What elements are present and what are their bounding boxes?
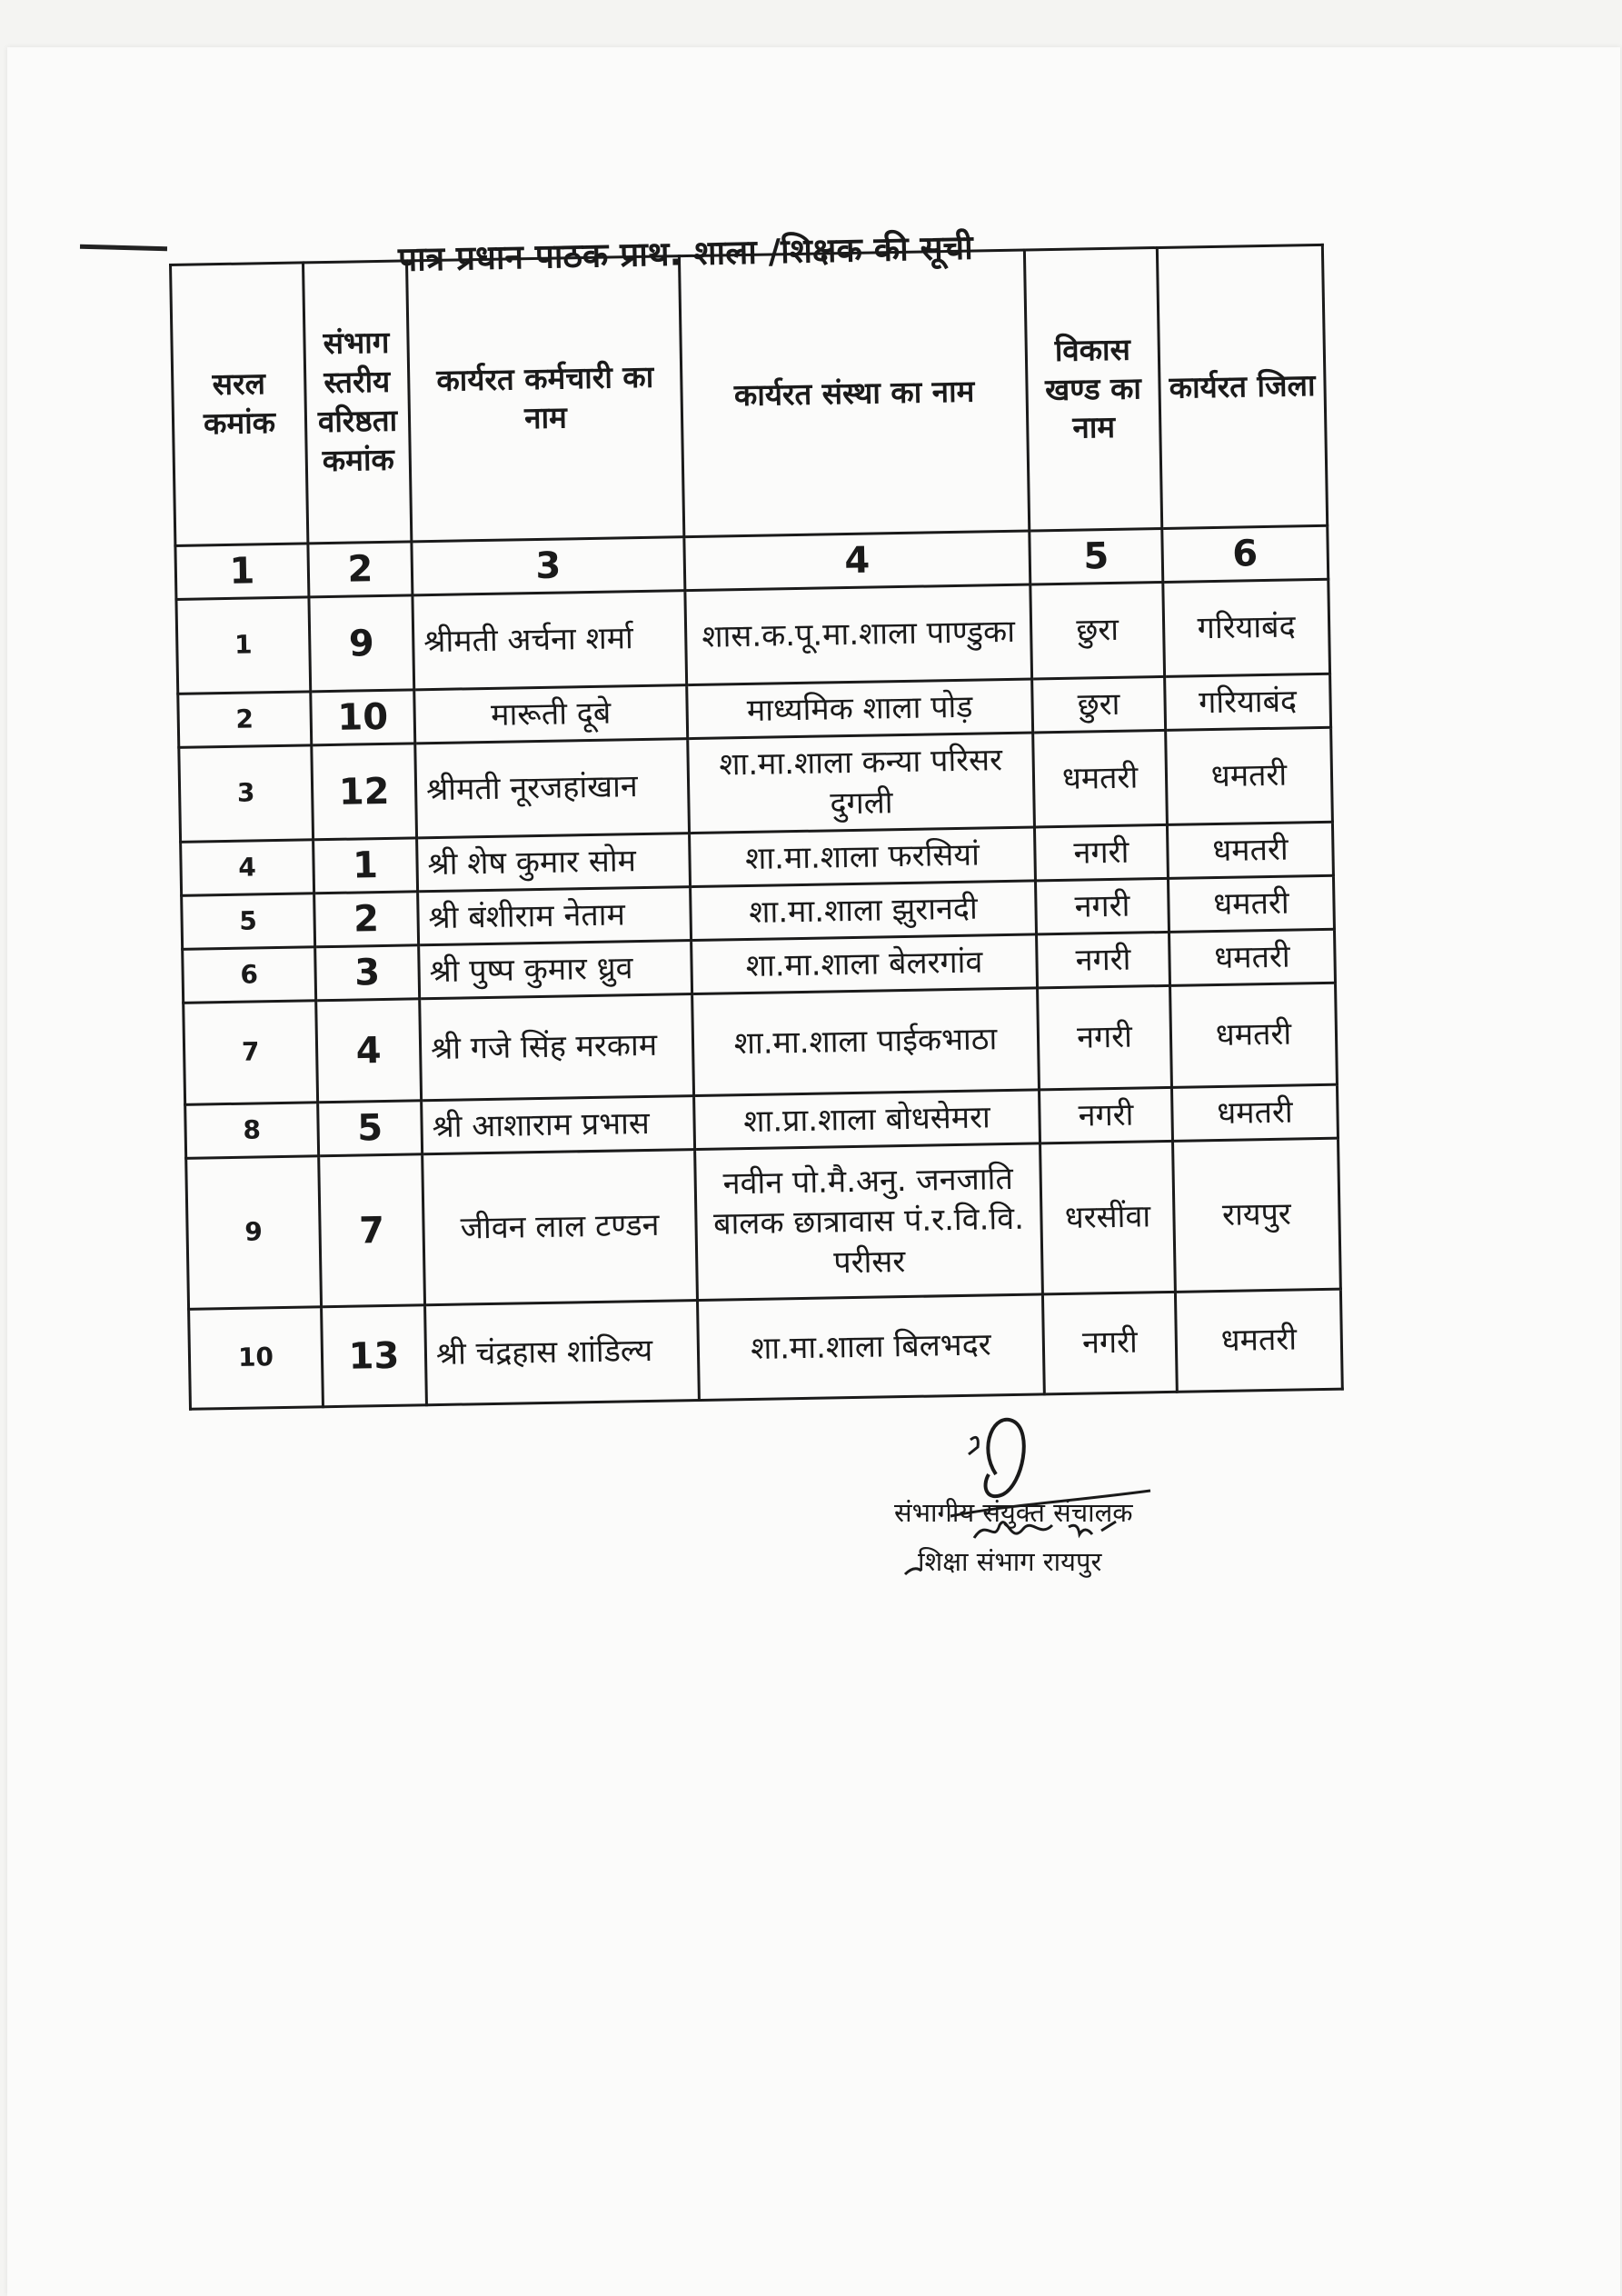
cell-block: नगरी	[1040, 1087, 1173, 1143]
header-district: कार्यरत जिला	[1157, 245, 1327, 528]
cell-seniority: 5	[318, 1101, 423, 1156]
margin-pen-mark	[80, 245, 167, 252]
cell-serial: 9	[186, 1156, 322, 1310]
cell-seniority: 10	[311, 690, 415, 745]
cell-institution: शा.मा.शाला कन्या परिसर दुगली	[688, 733, 1035, 834]
cell-serial: 1	[176, 597, 311, 694]
cell-institution: नवीन पो.मै.अनु. जनजाति बालक छात्रावास पं.र.वि.वि. परीसर	[695, 1143, 1043, 1301]
cell-district: धमतरी	[1168, 875, 1334, 932]
cell-district: धमतरी	[1167, 822, 1333, 878]
cell-district: धमतरी	[1166, 727, 1333, 824]
column-number: 3	[412, 537, 685, 595]
cell-district: गरियाबंद	[1165, 674, 1331, 730]
cell-district: धमतरी	[1169, 929, 1336, 985]
cell-serial: 8	[185, 1103, 319, 1159]
cell-serial: 7	[184, 1001, 318, 1105]
cell-employee-name: श्री आशाराम प्रभास	[422, 1096, 695, 1154]
cell-block: नगरी	[1037, 932, 1170, 988]
table-row	[189, 1289, 1343, 1409]
table-row	[184, 983, 1338, 1104]
document-title: पात्र प्रधान पाठक प्राथ. शाला /शिक्षक की सूची	[397, 227, 974, 279]
cell-employee-name: श्री गजे सिंह मरकाम	[420, 994, 694, 1101]
cell-block: धरसींवा	[1040, 1141, 1176, 1294]
column-number: 1	[175, 544, 309, 600]
header-block: विकास खण्ड का नाम	[1024, 248, 1161, 532]
cell-seniority: 12	[312, 744, 417, 840]
cell-district: धमतरी	[1175, 1289, 1342, 1392]
cell-seniority: 13	[322, 1305, 427, 1407]
signatory-office: शिक्षा संभाग रायपुर	[918, 1546, 1102, 1577]
cell-employee-name: श्री शेष कुमार सोम	[417, 834, 691, 892]
cell-serial: 6	[183, 947, 316, 1003]
cell-district: रायपुर	[1173, 1138, 1341, 1292]
column-number: 4	[684, 531, 1030, 591]
cell-institution: शा.मा.शाला पाईकभाठा	[692, 988, 1040, 1096]
cell-employee-name: श्री बंशीराम नेताम	[418, 887, 692, 945]
column-number: 5	[1030, 528, 1163, 584]
cell-block: नगरी	[1035, 878, 1169, 934]
cell-institution: शा.मा.शाला फरसियां	[690, 827, 1036, 887]
cell-serial: 3	[179, 745, 313, 843]
cell-institution: शा.मा.शाला झुरानदी	[691, 881, 1037, 941]
cell-institution: शा.प्रा.शाला बोधसेमरा	[694, 1090, 1040, 1150]
cell-district: गरियाबंद	[1163, 579, 1330, 676]
column-number: 6	[1162, 525, 1328, 582]
cell-block: नगरी	[1042, 1292, 1177, 1394]
teacher-list-table	[169, 244, 1344, 1411]
cell-employee-name: श्री पुष्प कुमार ध्रुव	[419, 941, 692, 999]
teacher-list-table-wrapper	[169, 244, 1344, 1411]
cell-seniority: 3	[315, 945, 420, 1001]
document-page	[7, 47, 1620, 2296]
column-number: 2	[308, 542, 413, 597]
header-serial: सरल कमांक	[171, 263, 308, 546]
cell-block: धमतरी	[1033, 730, 1168, 827]
cell-block: नगरी	[1034, 824, 1168, 881]
cell-district: धमतरी	[1171, 1084, 1338, 1141]
cell-employee-name: श्री चंद्रहास शांडिल्य	[425, 1301, 700, 1405]
signature-block	[887, 1411, 1232, 1647]
cell-district: धमतरी	[1170, 983, 1338, 1087]
header-employee-name: कार्यरत कर्मचारी का नाम	[406, 256, 683, 542]
cell-employee-name: मारूती दूबे	[414, 685, 688, 744]
cell-seniority: 9	[309, 595, 414, 692]
cell-seniority: 1	[313, 838, 418, 893]
cell-serial: 2	[178, 692, 312, 748]
cell-institution: शा.मा.शाला बिलभदर	[697, 1294, 1044, 1401]
cell-seniority: 4	[316, 999, 422, 1103]
cell-block: नगरी	[1038, 985, 1172, 1090]
cell-block: छुरा	[1030, 582, 1165, 679]
cell-employee-name: श्रीमती अर्चना शर्मा	[413, 591, 687, 690]
cell-serial: 5	[182, 893, 315, 950]
cell-employee-name: जीवन लाल टण्डन	[423, 1150, 698, 1305]
header-institution: कार्यरत संस्था का नाम	[679, 250, 1029, 537]
cell-seniority: 2	[314, 892, 419, 947]
cell-employee-name: श्रीमती नूरजहांखान	[415, 739, 690, 838]
cell-block: छुरा	[1032, 676, 1166, 733]
cell-institution: माध्यमिक शाला पोड़	[687, 679, 1033, 739]
cell-institution: शास.क.पू.मा.शाला पाण्डुका	[685, 584, 1032, 685]
table-row	[186, 1138, 1341, 1309]
header-seniority: संभाग स्तरीय वरिष्ठता कमांक	[304, 261, 412, 544]
cell-seniority: 7	[319, 1154, 425, 1307]
cell-institution: शा.मा.शाला बेलरगांव	[692, 934, 1038, 994]
signatory-designation: संभागीय संयुक्त संचालक	[894, 1497, 1133, 1528]
header-row	[171, 245, 1328, 545]
cell-serial: 4	[181, 840, 314, 896]
cell-serial: 10	[189, 1307, 323, 1410]
